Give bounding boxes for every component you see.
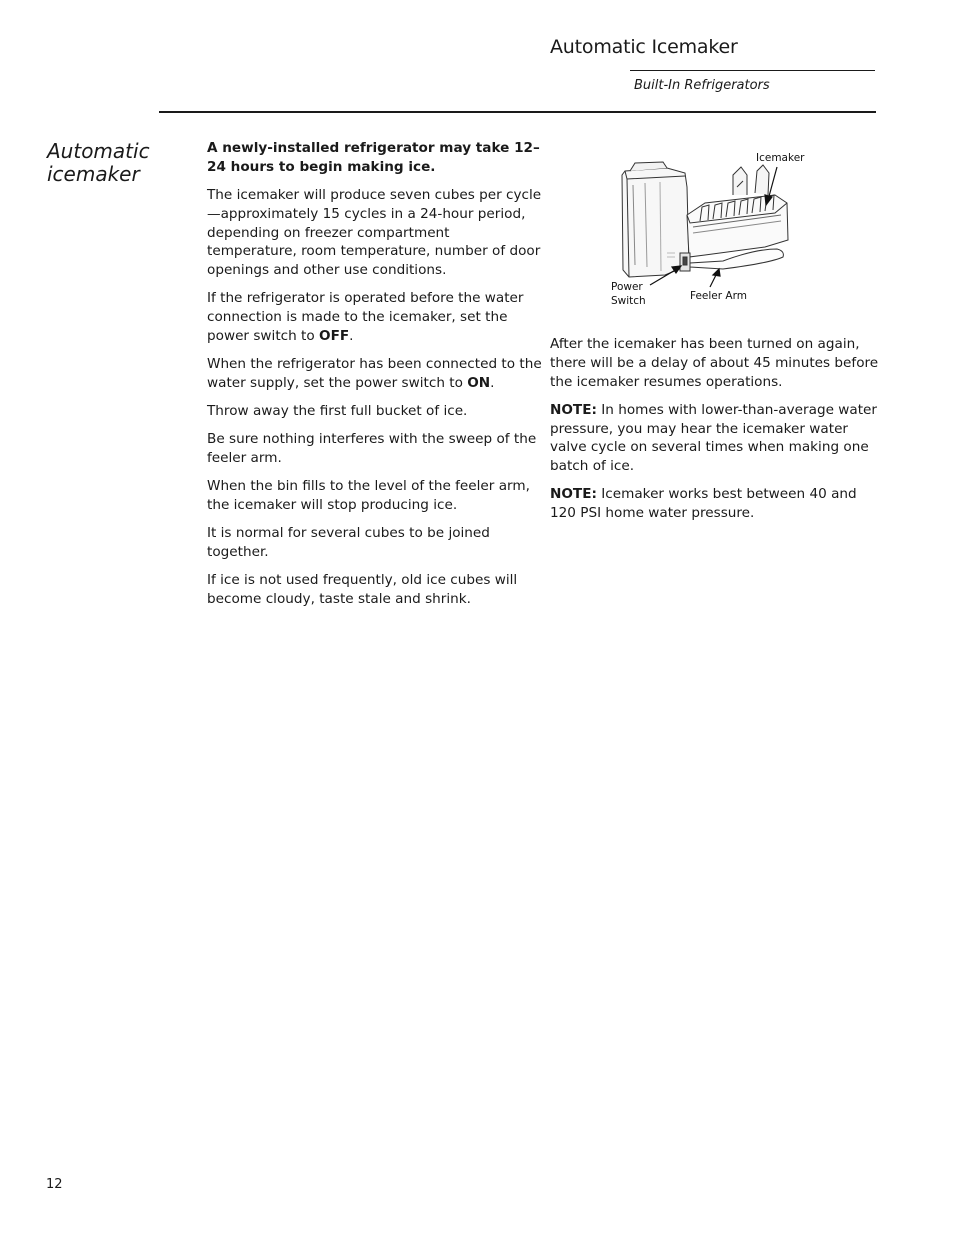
note-water-pressure-low [550, 401, 880, 476]
paragraph-feeler-arm: Be sure nothing interferes with the sweep of the feeler arm. [207, 431, 537, 467]
paragraph-old-ice: If ice is not used frequently, old ice cubes will become cloudy, taste stale and shrink. [207, 572, 518, 608]
paragraph-power-off-text: If the refrigerator is operated before the water connection is made to the icemaker, set the power switch to [207, 290, 524, 344]
paragraph-power-off-end: . [349, 327, 354, 344]
header-rule-long [159, 111, 876, 113]
icemaker-label: Icemaker [756, 152, 805, 164]
paragraph-cubes-joined: It is normal for several cubes to be joined together. [207, 525, 490, 561]
paragraph-power-off [207, 289, 542, 345]
section-title: Automatic icemaker [47, 139, 150, 186]
paragraph-first-bucket: Throw away the first full bucket of ice. [207, 403, 468, 420]
feeler-arm-label: Feeler Arm [690, 290, 747, 302]
header-title: Automatic Icemaker [550, 36, 738, 58]
header-rule-short [630, 70, 875, 71]
note-label: NOTE: [550, 486, 597, 503]
right-column [550, 335, 880, 532]
icemaker-drawing [622, 162, 788, 277]
note-text: Icemaker works best between 40 and 120 PSI home water pressure. [550, 486, 857, 522]
power-label: Power [611, 281, 643, 293]
page-number: 12 [46, 1177, 63, 1192]
icemaker-illustration [605, 145, 825, 315]
paragraph-bin-full: When the bin fills to the level of the feeler arm, the icemaker will stop producing ice. [207, 478, 530, 514]
paragraph-power-on-end: . [490, 374, 495, 391]
note-label: NOTE: [550, 401, 597, 418]
paragraph-power-on-text: When the refrigerator has been connected to the water supply, set the power switch to [207, 356, 542, 391]
header-subtitle: Built-In Refrigerators [634, 78, 770, 93]
note-text: In homes with lower-than-average water pressure, you may hear the icemaker water valve cycle on several times when making one batch of ice. [550, 401, 878, 475]
off-keyword: OFF [319, 327, 350, 344]
paragraph-power-on [207, 355, 542, 393]
note-water-pressure-range [550, 485, 880, 523]
switch-label: Switch [611, 295, 646, 307]
left-column [207, 139, 542, 618]
on-keyword: ON [467, 374, 491, 391]
feeler-arm-arrowhead [713, 269, 720, 276]
lead-paragraph: A newly-installed refrigerator may take 12–24 hours to begin making ice. [207, 140, 540, 175]
paragraph-cycles: The icemaker will produce seven cubes per cycle—approximately 15 cycles in a 24-hour period, depending on freezer compartment temperature, room temperature, number of door openings and other use conditions. [207, 186, 542, 279]
paragraph-delay: After the icemaker has been turned on again, there will be a delay of about 45 minutes before the icemaker resumes operations. [550, 336, 879, 390]
